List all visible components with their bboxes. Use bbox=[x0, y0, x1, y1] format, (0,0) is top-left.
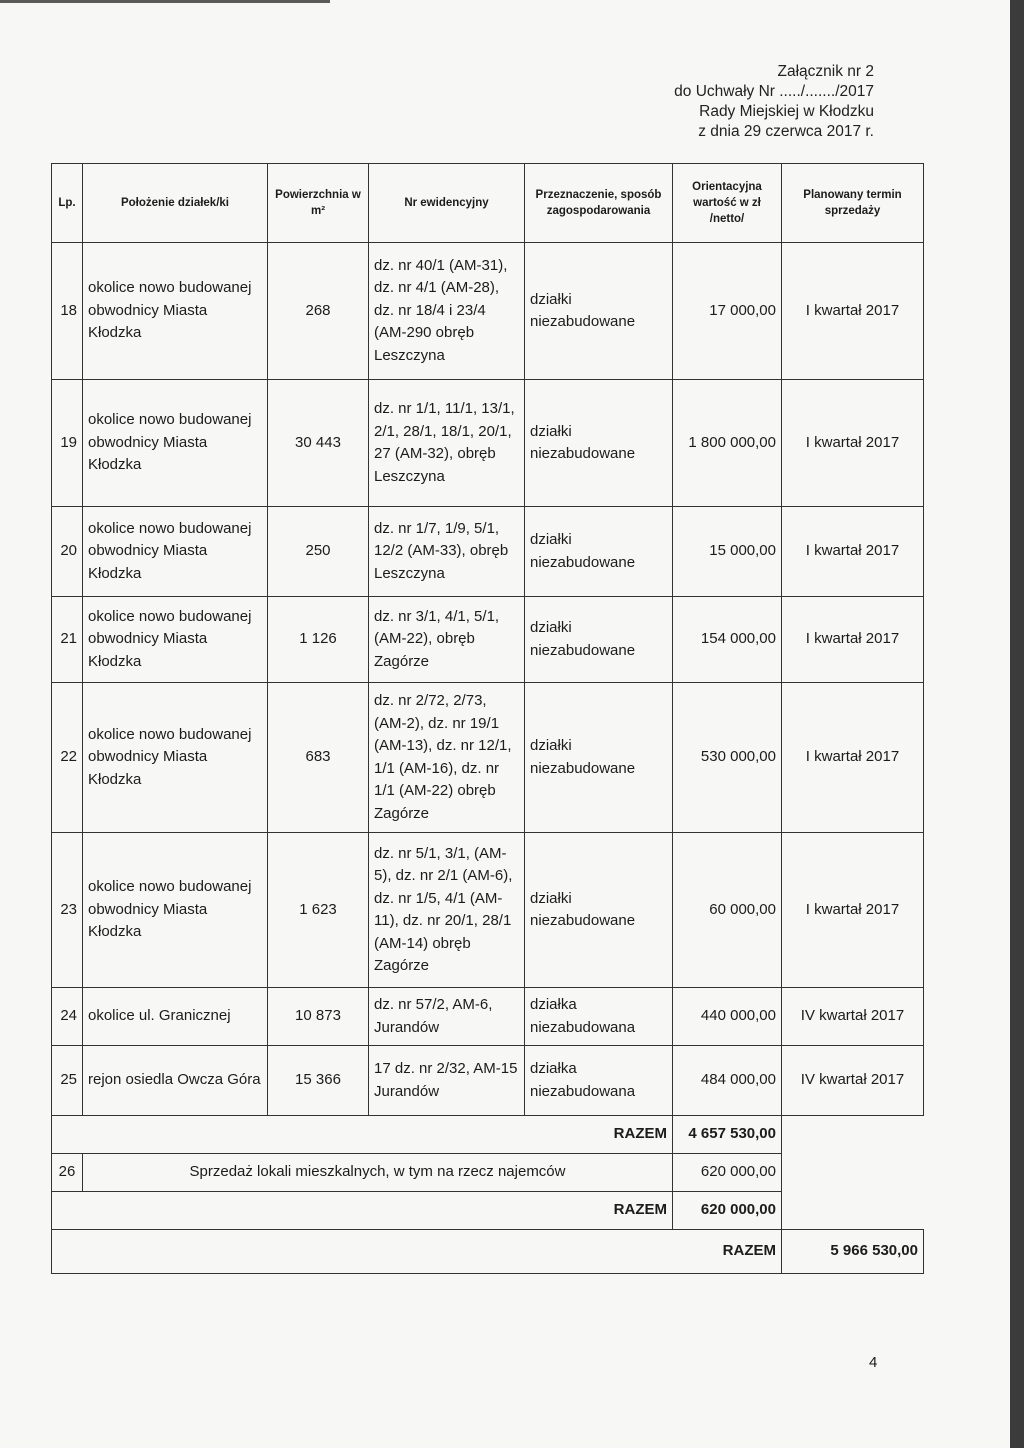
table-row bbox=[52, 243, 924, 380]
col-purpose: Przeznaczenie, sposób zagospodarowania bbox=[525, 164, 673, 243]
land-sale-table bbox=[51, 163, 924, 1274]
cell-parcel: dz. nr 40/1 (AM-31), dz. nr 4/1 (AM-28), dz. nr 18/4 i 23/4 (AM-290 obręb Leszczyna bbox=[369, 243, 525, 380]
cell-value: 530 000,00 bbox=[673, 683, 782, 833]
table-row bbox=[52, 683, 924, 833]
cell-parcel: dz. nr 1/1, 11/1, 13/1, 2/1, 28/1, 18/1, 20/1, 27 (AM-32), obręb Leszczyna bbox=[369, 380, 525, 507]
sale-description: Sprzedaż lokali mieszkalnych, w tym na rzecz najemców bbox=[83, 1154, 673, 1192]
scan-edge-border bbox=[1010, 0, 1024, 1448]
cell-purpose: działka niezabudowana bbox=[525, 988, 673, 1046]
col-value: Orientacyjna wartość w zł /netto/ bbox=[673, 164, 782, 243]
scan-edge-line bbox=[0, 0, 330, 3]
table-row bbox=[52, 988, 924, 1046]
cell-location: okolice nowo budowanej obwodnicy Miasta Kłodzka bbox=[83, 507, 268, 597]
table-row bbox=[52, 507, 924, 597]
cell-purpose: działka niezabudowana bbox=[525, 1046, 673, 1116]
cell-value: 15 000,00 bbox=[673, 507, 782, 597]
subtotal-row-2 bbox=[52, 1192, 924, 1230]
col-term: Planowany termin sprzedaży bbox=[782, 164, 924, 243]
cell-parcel: 17 dz. nr 2/32, AM-15 Jurandów bbox=[369, 1046, 525, 1116]
cell-purpose: działki niezabudowane bbox=[525, 507, 673, 597]
cell-purpose: działki niezabudowane bbox=[525, 380, 673, 507]
attachment-header bbox=[674, 62, 874, 142]
cell-area: 30 443 bbox=[268, 380, 369, 507]
razem-total-value: 5 966 530,00 bbox=[782, 1230, 924, 1274]
cell-location: okolice nowo budowanej obwodnicy Miasta Kłodzka bbox=[83, 833, 268, 988]
cell-parcel: dz. nr 5/1, 3/1, (AM-5), dz. nr 2/1 (AM-6), dz. nr 1/5, 4/1 (AM-11), dz. nr 20/1, 28/1 (AM-14) obręb Zagórze bbox=[369, 833, 525, 988]
cell-lp: 20 bbox=[52, 507, 83, 597]
cell-purpose: działki niezabudowane bbox=[525, 243, 673, 380]
header-line-4: z dnia 29 czerwca 2017 r. bbox=[698, 123, 874, 140]
cell-purpose: działki niezabudowane bbox=[525, 597, 673, 683]
empty-cell bbox=[782, 1116, 924, 1154]
col-lp: Lp. bbox=[52, 164, 83, 243]
cell-term: I kwartał 2017 bbox=[782, 380, 924, 507]
cell-value: 154 000,00 bbox=[673, 597, 782, 683]
cell-lp: 25 bbox=[52, 1046, 83, 1116]
cell-area: 250 bbox=[268, 507, 369, 597]
cell-term: I kwartał 2017 bbox=[782, 243, 924, 380]
cell-term: IV kwartał 2017 bbox=[782, 1046, 924, 1116]
cell-term: I kwartał 2017 bbox=[782, 683, 924, 833]
razem-label: RAZEM bbox=[52, 1192, 673, 1230]
cell-purpose: działki niezabudowane bbox=[525, 833, 673, 988]
col-parcel: Nr ewidencyjny bbox=[369, 164, 525, 243]
cell-location: okolice nowo budowanej obwodnicy Miasta Kłodzka bbox=[83, 380, 268, 507]
cell-area: 268 bbox=[268, 243, 369, 380]
header-line-2: do Uchwały Nr ...../......./2017 bbox=[674, 83, 874, 100]
col-location: Położenie działek/ki bbox=[83, 164, 268, 243]
cell-lp: 21 bbox=[52, 597, 83, 683]
cell-purpose: działki niezabudowane bbox=[525, 683, 673, 833]
razem-value: 620 000,00 bbox=[673, 1192, 782, 1230]
table-header-row bbox=[52, 164, 924, 243]
cell-area: 15 366 bbox=[268, 1046, 369, 1116]
cell-value: 484 000,00 bbox=[673, 1046, 782, 1116]
cell-area: 1 126 bbox=[268, 597, 369, 683]
table-row bbox=[52, 1046, 924, 1116]
empty-cell bbox=[782, 1192, 924, 1230]
page-number: 4 bbox=[869, 1354, 878, 1371]
cell-area: 10 873 bbox=[268, 988, 369, 1046]
cell-area: 683 bbox=[268, 683, 369, 833]
header-line-1: Załącznik nr 2 bbox=[777, 63, 874, 80]
cell-lp: 18 bbox=[52, 243, 83, 380]
cell-lp: 24 bbox=[52, 988, 83, 1046]
cell-parcel: dz. nr 3/1, 4/1, 5/1, (AM-22), obręb Zagórze bbox=[369, 597, 525, 683]
table-row bbox=[52, 597, 924, 683]
cell-value: 60 000,00 bbox=[673, 833, 782, 988]
table-row bbox=[52, 380, 924, 507]
sale-value: 620 000,00 bbox=[673, 1154, 782, 1192]
subtotal-row-1 bbox=[52, 1116, 924, 1154]
col-area: Powierzchnia w m² bbox=[268, 164, 369, 243]
cell-location: okolice ul. Granicznej bbox=[83, 988, 268, 1046]
cell-location: okolice nowo budowanej obwodnicy Miasta Kłodzka bbox=[83, 597, 268, 683]
empty-cell bbox=[782, 1154, 924, 1192]
cell-lp: 22 bbox=[52, 683, 83, 833]
cell-parcel: dz. nr 1/7, 1/9, 5/1, 12/2 (AM-33), obręb Leszczyna bbox=[369, 507, 525, 597]
razem-label: RAZEM bbox=[52, 1116, 673, 1154]
total-row bbox=[52, 1230, 924, 1274]
cell-value: 1 800 000,00 bbox=[673, 380, 782, 507]
cell-parcel: dz. nr 2/72, 2/73, (AM-2), dz. nr 19/1 (AM-13), dz. nr 12/1, 1/1 (AM-16), dz. nr 1/1 (AM-22) obręb Zagórze bbox=[369, 683, 525, 833]
razem-total-label: RAZEM bbox=[52, 1230, 782, 1274]
cell-location: okolice nowo budowanej obwodnicy Miasta Kłodzka bbox=[83, 243, 268, 380]
cell-term: I kwartał 2017 bbox=[782, 833, 924, 988]
cell-term: I kwartał 2017 bbox=[782, 597, 924, 683]
cell-value: 440 000,00 bbox=[673, 988, 782, 1046]
table-row bbox=[52, 833, 924, 988]
cell-lp: 26 bbox=[52, 1154, 83, 1192]
cell-value: 17 000,00 bbox=[673, 243, 782, 380]
cell-parcel: dz. nr 57/2, AM-6, Jurandów bbox=[369, 988, 525, 1046]
cell-area: 1 623 bbox=[268, 833, 369, 988]
cell-location: rejon osiedla Owcza Góra bbox=[83, 1046, 268, 1116]
table-row-26 bbox=[52, 1154, 924, 1192]
razem-value: 4 657 530,00 bbox=[673, 1116, 782, 1154]
cell-lp: 23 bbox=[52, 833, 83, 988]
cell-term: I kwartał 2017 bbox=[782, 507, 924, 597]
cell-location: okolice nowo budowanej obwodnicy Miasta Kłodzka bbox=[83, 683, 268, 833]
cell-lp: 19 bbox=[52, 380, 83, 507]
cell-term: IV kwartał 2017 bbox=[782, 988, 924, 1046]
header-line-3: Rady Miejskiej w Kłodzku bbox=[699, 103, 874, 120]
